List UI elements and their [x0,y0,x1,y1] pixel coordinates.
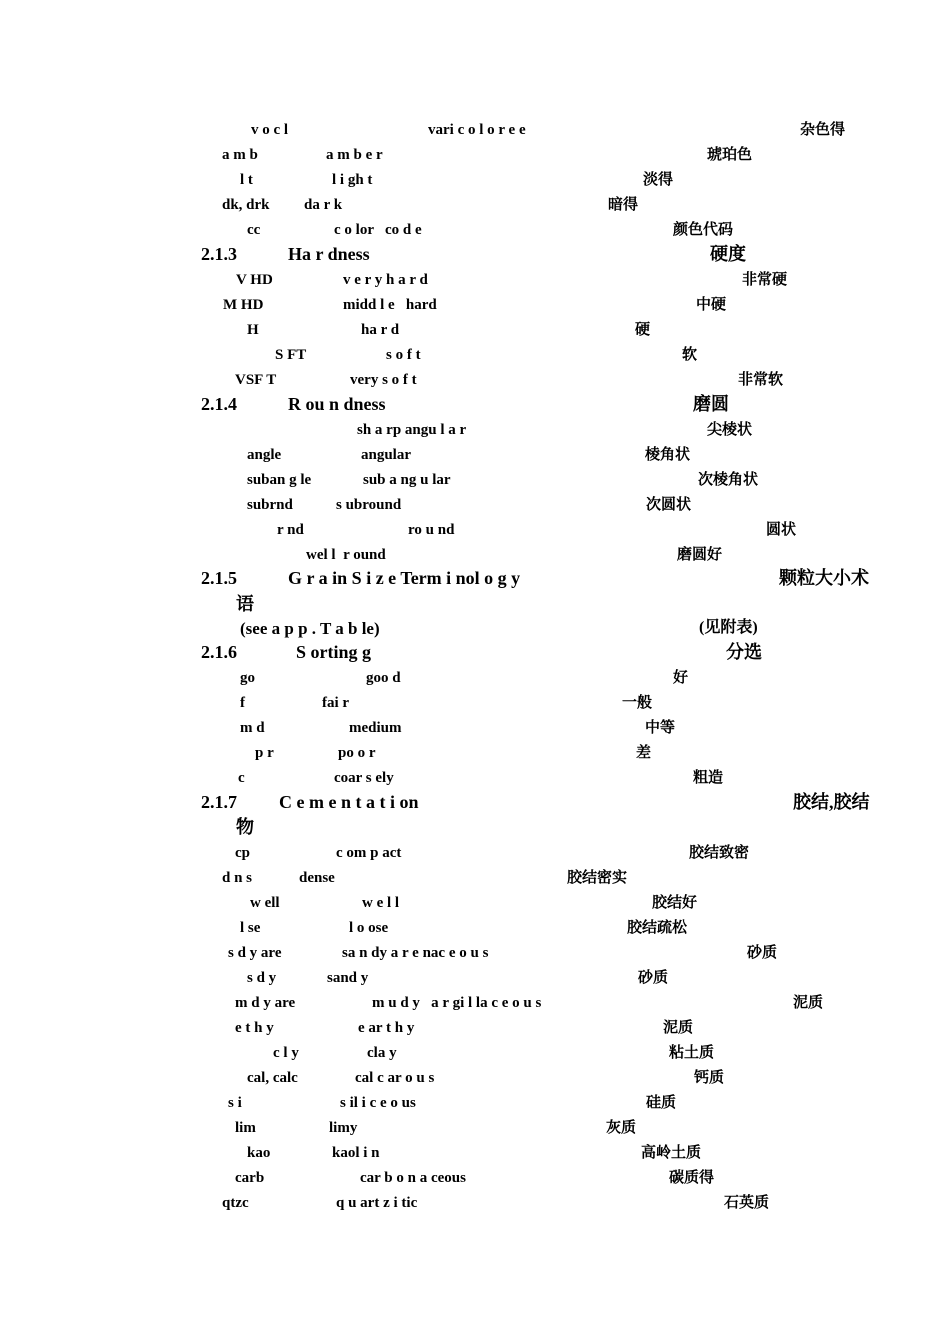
cn-mudy-argillaceous: 泥质 [793,995,824,1011]
term-color-code: c o lor co d e [334,222,422,238]
term-sandy: sand y [327,970,369,986]
cn-light: 淡得 [643,172,674,188]
section-cn-grain-size-wrap: 语 [236,594,254,614]
cn-sandy-arenaceous: 砂质 [747,945,778,961]
cn-medium: 中等 [645,720,676,736]
abbr-f: f [240,695,245,711]
term-medium: medium [349,720,402,736]
cn-quartzitic: 石英质 [724,1195,770,1211]
section-number-2-1-5: 2.1.5 [201,568,237,588]
term-sandy-arenaceous: sa n dy a r e nac e o u s [342,945,489,961]
term-very-hard: v e r y h a r d [343,272,428,288]
cn-varicoloree: 杂色得 [800,122,846,138]
cn-kaolin: 高岭土质 [641,1145,702,1161]
abbr-rnd: r nd [277,522,304,538]
abbr-carb: carb [235,1170,265,1186]
abbr-cp: cp [235,845,250,861]
abbr-mhd: M HD [223,297,264,313]
term-calcarous: cal c ar o u s [355,1070,435,1086]
cn-dark: 暗得 [608,197,639,213]
cn-loose: 胶结疏松 [627,920,688,936]
term-sharp-angular: sh a rp angu l a r [357,422,467,438]
term-fair: fai r [322,695,350,711]
section-title-roundness: R ou n dness [288,394,386,414]
cn-very-soft: 非常软 [738,372,784,388]
term-coarsely: coar s ely [334,770,394,786]
term-varicoloree: vari c o l o r e e [428,122,526,138]
term-subangular: sub a ng u lar [363,472,451,488]
section-number-2-1-6: 2.1.6 [201,642,237,662]
abbr-cly: c l y [273,1045,299,1061]
cn-earthy: 泥质 [663,1020,694,1036]
term-kaolin: kaol i n [332,1145,380,1161]
term-middle-hard: midd l e hard [343,297,437,313]
cn-subround: 次圆状 [646,497,692,513]
section-cn-cementation-wrap: 物 [236,817,254,837]
term-subround: s ubround [336,497,402,513]
abbr-cc: cc [247,222,261,238]
term-loose: l o ose [349,920,389,936]
abbr-ethy: e t h y [235,1020,274,1036]
term-see-app-table: (see a p p . T a b le) [240,619,380,638]
abbr-si: s i [228,1095,242,1111]
cn-well-round: 磨圆好 [677,547,723,563]
term-hard: ha r d [361,322,400,338]
term-earthy: e ar t h y [358,1020,415,1036]
section-cn-hardness: 硬度 [710,244,746,264]
abbr-sft: S FT [275,347,307,363]
abbr-calc: cal, calc [247,1070,298,1086]
term-carbonaceous: car b o n a ceous [360,1170,466,1186]
cn-fair: 一般 [622,695,653,711]
cn-good: 好 [673,670,689,686]
term-poor: po o r [338,745,376,761]
section-number-2-1-7: 2.1.7 [201,792,237,812]
term-siliceous: s il i c e o us [340,1095,416,1111]
cn-see-app-table: (见附表) [699,619,758,636]
abbr-go: go [240,670,255,686]
abbr-amb: a m b [222,147,258,163]
section-title-grain-size: G r a in S i z e Term i nol o g y [288,568,521,588]
abbr-md: m d [240,720,265,736]
cn-round: 圆状 [766,522,797,538]
term-soft: s o f t [386,347,421,363]
abbr-subangle: suban g le [247,472,312,488]
term-well: w e l l [362,895,400,911]
cn-soft: 软 [682,347,698,363]
abbr-mdyare: m d y are [235,995,296,1011]
abbr-well: w ell [250,895,280,911]
term-limy: limy [329,1120,358,1136]
cn-dense: 胶结密实 [567,870,628,886]
section-cn-cementation: 胶结,胶结 [793,792,870,812]
cn-very-hard: 非常硬 [742,272,788,288]
term-dark: da r k [304,197,343,213]
abbr-c: c [238,770,245,786]
abbr-subrnd: subrnd [247,497,293,513]
abbr-sdy: s d y [247,970,277,986]
cn-sandy: 砂质 [638,970,669,986]
cn-carbonaceous: 碳质得 [669,1170,715,1186]
cn-poor: 差 [636,745,652,761]
cn-color-code: 颜色代码 [673,222,734,238]
section-cn-sorting: 分选 [726,642,762,662]
abbr-lt: l t [240,172,253,188]
cn-middle-hard: 中硬 [696,297,727,313]
cn-well: 胶结好 [652,895,698,911]
abbr-vsft: VSF T [235,372,277,388]
cn-sharp-angular: 尖棱状 [707,422,753,438]
cn-siliceous: 硅质 [646,1095,677,1111]
abbr-angle: angle [247,447,282,463]
term-good: goo d [366,670,401,686]
term-light: l i gh t [332,172,373,188]
section-number-2-1-3: 2.1.3 [201,244,237,264]
section-title-cementation: C e m e n t a t i on [279,792,419,812]
term-quartzitic: q u art z i tic [336,1195,418,1211]
cn-amber: 琥珀色 [707,147,753,163]
term-compact: c om p act [336,845,402,861]
abbr-lse: l se [240,920,261,936]
abbr-dk: dk, drk [222,197,270,213]
abbr-qtzc: qtzc [222,1195,249,1211]
cn-subangular: 次棱角状 [698,472,759,488]
term-dense: dense [299,870,335,886]
term-clay: cla y [367,1045,397,1061]
abbr-kao: kao [247,1145,271,1161]
abbr-sdyare: s d y are [228,945,282,961]
abbr-vocl: v o c l [251,122,289,138]
cn-angular: 棱角状 [645,447,691,463]
section-title-hardness: Ha r dness [288,244,370,264]
abbr-h: H [247,322,259,338]
cn-clay: 粘土质 [669,1045,715,1061]
cn-coarsely: 粗造 [693,770,724,786]
abbr-pr: p r [255,745,274,761]
term-amber: a m b e r [326,147,383,163]
cn-hard: 硬 [635,322,651,338]
term-very-soft: very s o f t [350,372,417,388]
section-title-sorting: S orting g [296,642,372,662]
term-mudy-argillaceous: m u d y a r gi l la c e o u s [372,995,542,1011]
cn-calcarous: 钙质 [694,1070,725,1086]
term-well-round: wel l r ound [306,547,386,563]
abbr-dns: d n s [222,870,253,886]
section-cn-grain-size: 颗粒大小术 [779,568,869,588]
cn-compact: 胶结致密 [689,845,750,861]
section-number-2-1-4: 2.1.4 [201,394,237,414]
abbr-vhd: V HD [236,272,273,288]
section-cn-roundness: 磨圆 [693,394,729,414]
cn-limy: 灰质 [606,1120,637,1136]
term-angular: angular [361,447,412,463]
term-round: ro u nd [408,522,455,538]
abbr-lim: lim [235,1120,256,1136]
